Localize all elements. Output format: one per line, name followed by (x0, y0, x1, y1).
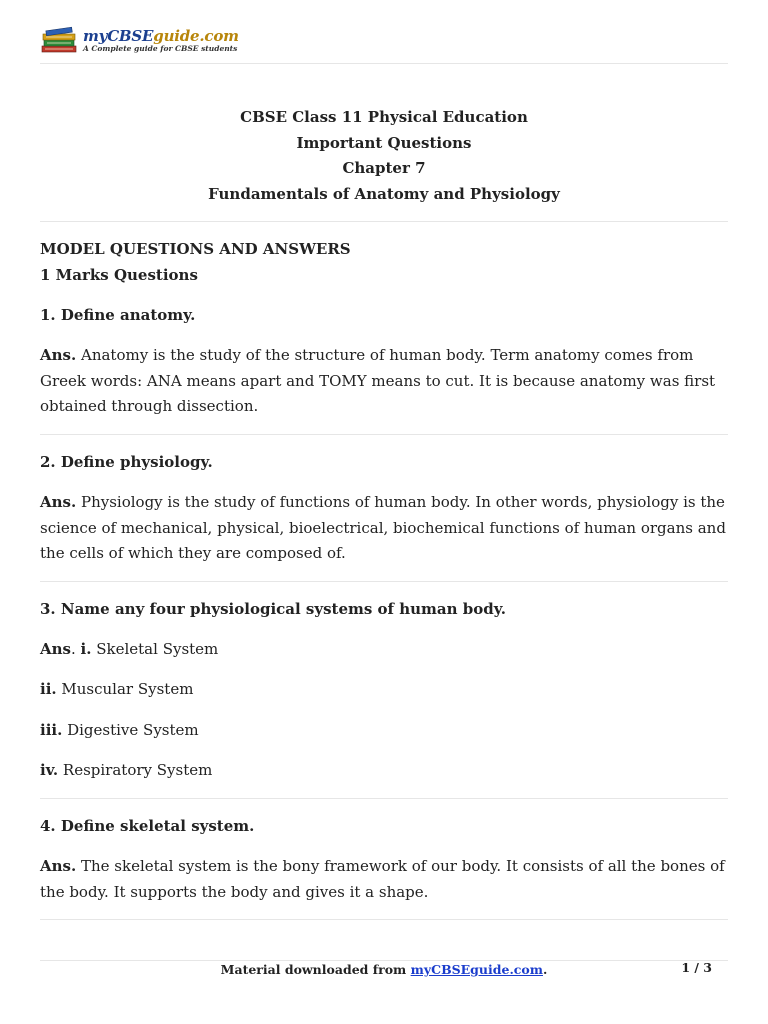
section-subheading: 1 Marks Questions (40, 266, 198, 284)
page-number: 1 / 3 (681, 960, 712, 975)
brand-tagline: A Complete guide for CBSE students (83, 44, 238, 54)
answer-text: The skeletal system is the bony framework of our body. It consists of all the bones of the body. It supports the body and gives it a shape. (40, 857, 725, 901)
answer-4 (40, 854, 728, 905)
item-number: ii. (40, 680, 57, 698)
divider (40, 221, 728, 222)
answer-2 (40, 490, 728, 567)
brand-name: myCBSEguide.com (83, 27, 239, 46)
item-text: Digestive System (62, 721, 199, 739)
question-3: 3. Name any four physiological systems of human body. (40, 600, 506, 618)
answer-3-item-2 (40, 677, 728, 703)
ans-label: Ans. (40, 493, 77, 511)
title-line-3: Chapter 7 (342, 159, 426, 177)
footer-link[interactable]: myCBSEguide.com (410, 962, 543, 977)
answer-3-item-4 (40, 758, 728, 784)
question-1: 1. Define anatomy. (40, 306, 196, 324)
answer-3-item-3 (40, 718, 728, 744)
title-line-4: Fundamentals of Anatomy and Physiology (208, 184, 560, 203)
item-number: iv. (40, 761, 59, 779)
divider (40, 919, 728, 920)
item-text: Muscular System (56, 680, 194, 698)
ans-label: Ans (40, 640, 71, 658)
books-logo-icon (40, 26, 80, 56)
footer-label: Material downloaded from (220, 962, 411, 977)
ans-label: Ans. (40, 857, 77, 875)
answer-text: Physiology is the study of functions of human body. In other words, physiology is the science of mechanical, physical, bioelectrical, biochemical functions of human organs and the cells of which they are composed of. (40, 493, 726, 562)
question-2: 2. Define physiology. (40, 453, 213, 471)
item-number: iii. (40, 721, 63, 739)
divider (40, 798, 728, 799)
divider (40, 434, 728, 435)
divider (40, 581, 728, 582)
document-title (40, 105, 728, 207)
item-text: Respiratory System (58, 761, 213, 779)
brand (83, 29, 239, 53)
footer-divider (40, 960, 728, 961)
item-text: Skeletal System (91, 640, 219, 658)
site-logo[interactable] (40, 26, 239, 56)
footer-text (40, 962, 728, 977)
item-number: i. (80, 640, 92, 658)
footer-period: . (542, 962, 548, 977)
section-heading: MODEL QUESTIONS AND ANSWERS (40, 240, 351, 258)
answer-text: Anatomy is the study of the structure of human body. Term anatomy comes from Greek words: ANA means apart and TOMY means to cut. It is because anatomy was first obtained through dissection. (40, 346, 716, 415)
answer-1 (40, 343, 728, 420)
header (40, 26, 239, 60)
title-line-1: CBSE Class 11 Physical Education (240, 108, 528, 126)
ans-separator: . (71, 640, 81, 658)
title-line-2: Important Questions (296, 133, 472, 152)
ans-label: Ans. (40, 346, 77, 364)
header-divider (40, 63, 728, 64)
answer-3-item-1 (40, 637, 728, 663)
question-4: 4. Define skeletal system. (40, 817, 255, 835)
